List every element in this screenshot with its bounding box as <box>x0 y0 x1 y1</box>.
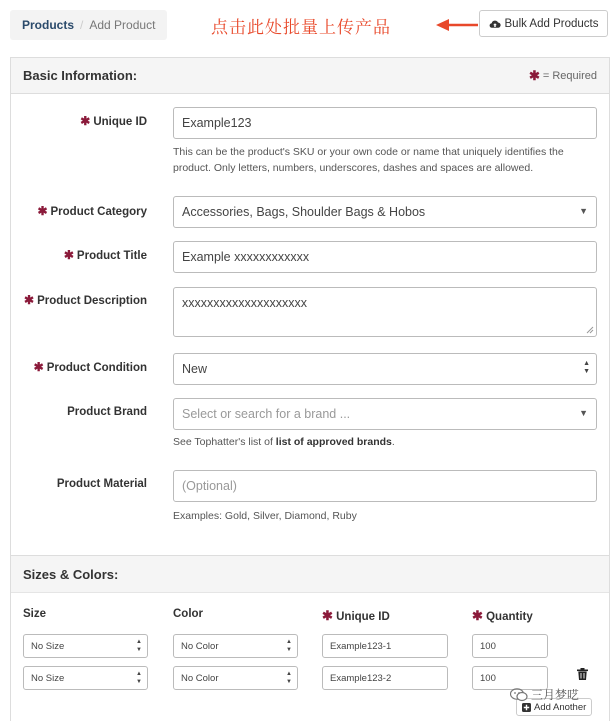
breadcrumb <box>10 10 167 40</box>
product-brand-label: Product Brand <box>67 406 147 418</box>
up-down-arrows-icon: ▲ ▼ <box>583 360 590 375</box>
size-column-header: Size <box>23 608 47 620</box>
unique-id-value: Example123 <box>182 116 252 130</box>
chinese-annotation: 点击此处批量上传产品 <box>211 18 391 38</box>
size-select[interactable] <box>23 634 148 658</box>
product-description-label <box>24 293 147 307</box>
unique-id-column-header <box>322 608 390 624</box>
resize-handle-icon[interactable] <box>586 326 594 334</box>
quantity-value: 100 <box>480 640 496 652</box>
size-value: No Size <box>31 640 65 652</box>
variant-unique-id-value: Example123-1 <box>330 640 392 652</box>
variant-unique-id-input[interactable] <box>322 634 448 658</box>
product-description-label-text: Product Description <box>37 295 147 307</box>
product-description-textarea[interactable] <box>173 287 597 337</box>
product-condition-value: New <box>182 362 208 376</box>
product-title-label <box>64 248 147 262</box>
required-legend <box>529 68 597 84</box>
product-condition-label-text: Product Condition <box>46 362 147 374</box>
required-star-icon: ✱ <box>33 360 44 374</box>
watermark <box>510 686 579 703</box>
basic-information-header <box>11 58 609 94</box>
color-select[interactable] <box>173 634 298 658</box>
product-material-help: Examples: Gold, Silver, Diamond, Ruby <box>173 510 357 522</box>
product-title-value: Example xxxxxxxxxxxx <box>182 250 310 264</box>
required-star-icon: ✱ <box>80 114 91 128</box>
basic-information-title: Basic Information: <box>23 68 138 83</box>
product-brand-placeholder: Select or search for a brand ... <box>182 407 351 421</box>
unique-id-column-text: Unique ID <box>336 611 390 623</box>
brand-help-prefix: See Tophatter's list of <box>173 436 276 448</box>
size-value: No Size <box>31 672 65 684</box>
arrow-left-icon <box>436 17 480 33</box>
required-legend-text: = Required <box>542 69 597 82</box>
breadcrumb-products-link[interactable]: Products <box>22 18 75 32</box>
up-down-arrows-icon: ▲ ▼ <box>136 671 142 685</box>
required-star-icon: ✱ <box>37 204 48 218</box>
color-value: No Color <box>181 640 219 652</box>
product-category-select[interactable] <box>173 196 597 228</box>
quantity-column-header <box>472 608 533 624</box>
required-star-icon: ✱ <box>63 248 74 262</box>
bulk-add-products-button[interactable] <box>479 10 608 37</box>
up-down-arrows-icon: ▲ ▼ <box>286 639 292 653</box>
add-another-label: Add Another <box>534 701 587 713</box>
product-material-placeholder: (Optional) <box>182 479 237 493</box>
brand-help-suffix: . <box>391 436 395 448</box>
required-star-icon: ✱ <box>472 608 483 623</box>
required-star-icon: ✱ <box>24 293 35 307</box>
color-column-header: Color <box>173 608 204 620</box>
product-condition-label <box>34 360 147 374</box>
trash-icon[interactable] <box>577 668 588 680</box>
product-category-label <box>37 204 147 218</box>
quantity-input[interactable] <box>472 634 548 658</box>
product-title-label-text: Product Title <box>76 250 147 262</box>
required-star-icon: ✱ <box>528 67 540 83</box>
unique-id-help: This can be the product's SKU or your own code or name that uniquely identifies the product. Only letters, numbers, underscores, dashes and spaces are allowed. <box>173 146 564 174</box>
color-value: No Color <box>181 672 219 684</box>
size-select[interactable] <box>23 666 148 690</box>
sizes-colors-header <box>11 555 609 593</box>
up-down-arrows-icon: ▲ ▼ <box>136 639 142 653</box>
required-star-icon: ✱ <box>322 608 333 623</box>
unique-id-input[interactable] <box>173 107 597 139</box>
breadcrumb-current: Add Product <box>89 18 156 32</box>
sizes-colors-title: Sizes & Colors: <box>23 566 119 582</box>
color-select[interactable] <box>173 666 298 690</box>
breadcrumb-separator: / <box>80 18 84 32</box>
wechat-logo-icon <box>510 688 528 702</box>
product-form-panel <box>10 57 610 721</box>
product-category-value: Accessories, Bags, Shoulder Bags & Hobos <box>182 205 426 219</box>
product-material-input[interactable] <box>173 470 597 502</box>
product-condition-select[interactable] <box>173 353 597 385</box>
quantity-column-text: Quantity <box>486 611 533 623</box>
product-category-label-text: Product Category <box>50 206 147 218</box>
top-bar <box>0 0 612 50</box>
variant-unique-id-input[interactable] <box>322 666 448 690</box>
variant-unique-id-value: Example123-2 <box>330 672 392 684</box>
product-brand-select[interactable] <box>173 398 597 430</box>
product-title-input[interactable] <box>173 241 597 273</box>
bulk-add-products-label: Bulk Add Products <box>504 17 599 30</box>
product-material-label: Product Material <box>56 478 147 490</box>
caret-down-icon: ▼ <box>579 206 588 216</box>
product-brand-help <box>173 434 599 450</box>
up-down-arrows-icon: ▲ ▼ <box>286 671 292 685</box>
quantity-value: 100 <box>480 672 496 684</box>
plus-square-icon <box>522 703 531 712</box>
unique-id-label <box>80 114 147 128</box>
approved-brands-link[interactable]: list of approved brands <box>275 436 392 448</box>
unique-id-label-text: Unique ID <box>93 116 147 128</box>
cloud-upload-icon <box>489 18 501 30</box>
caret-down-icon: ▼ <box>579 408 588 418</box>
product-description-value: xxxxxxxxxxxxxxxxxxxx <box>182 296 307 310</box>
watermark-text: 三月梦呓 <box>531 688 580 702</box>
